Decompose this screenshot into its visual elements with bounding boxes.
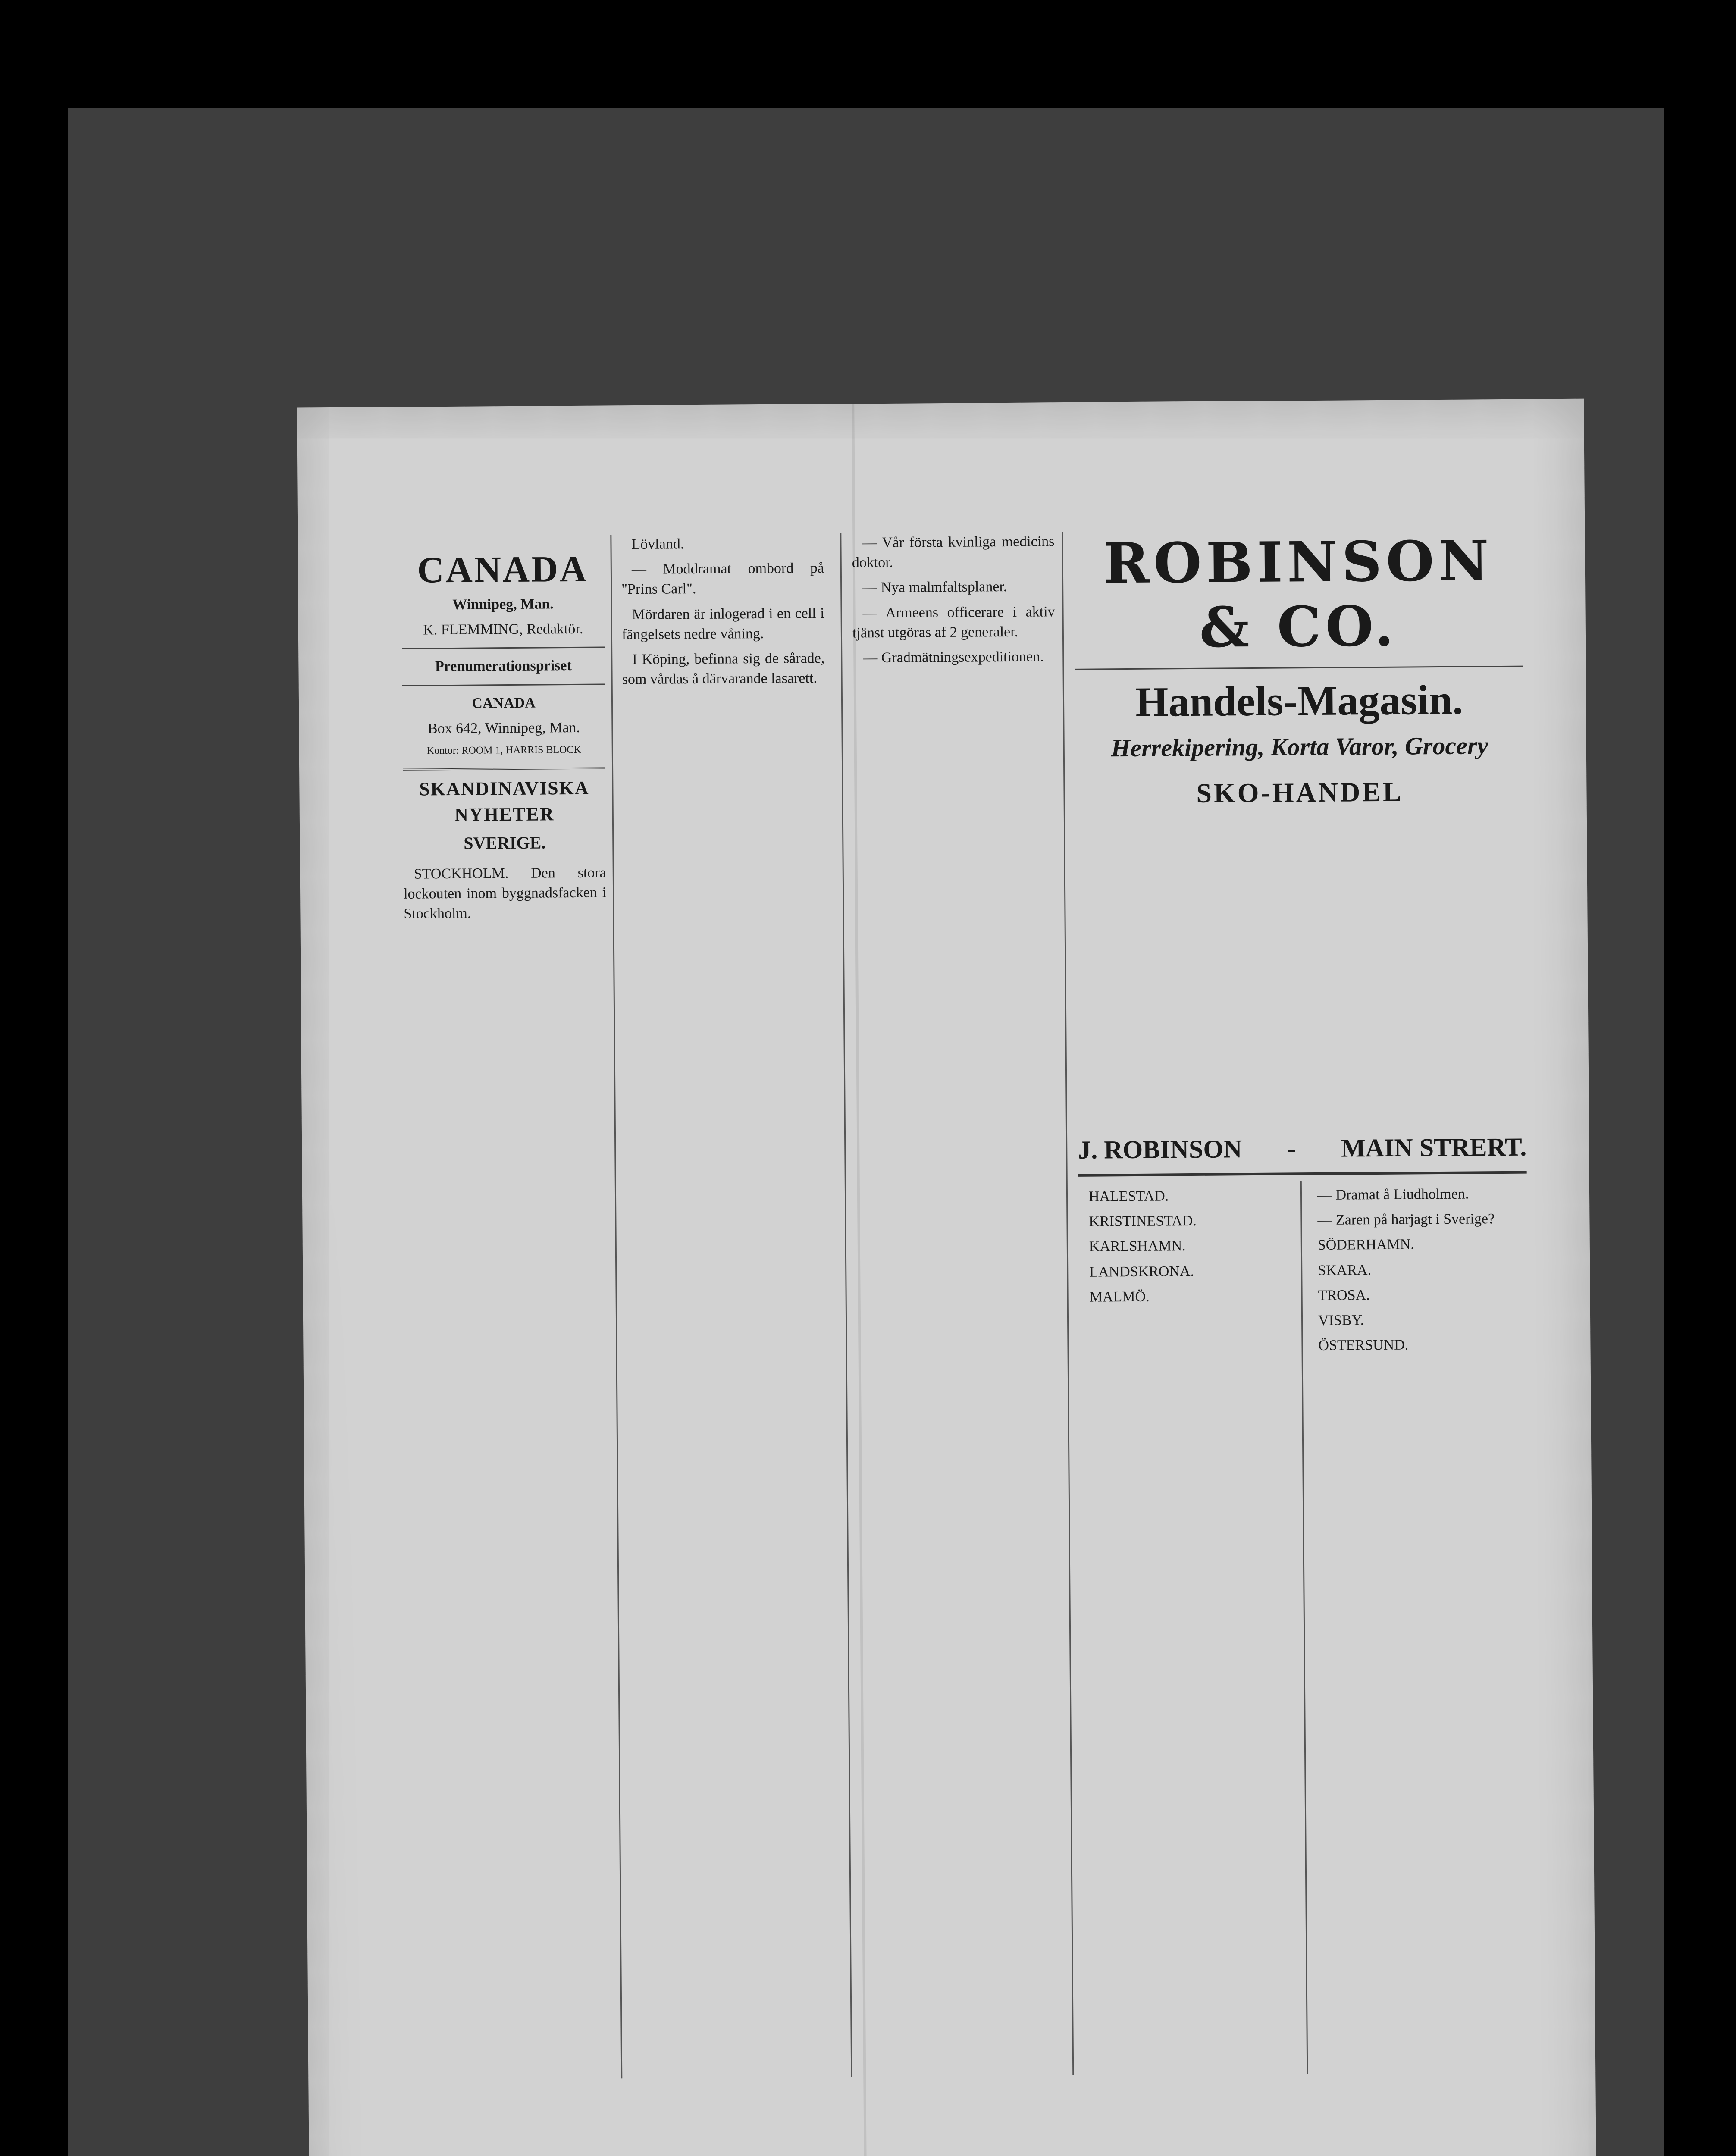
- article-paragraph: — Moddramat ombord på "Prins Carl".: [621, 560, 824, 598]
- article-paragraph: — Gradmätningsexpeditionen.: [863, 649, 1044, 666]
- divider: [402, 683, 605, 686]
- column-masthead: [401, 535, 615, 2156]
- subscription-heading: Prenumerationspriset: [435, 658, 572, 675]
- article-paragraph: STOCKHOLM. Den stora lockouten inom byggnadsfacken i Stockholm.: [403, 865, 607, 922]
- ad-brand: ROBINSON & CO.: [1103, 529, 1494, 660]
- article-paragraph: KRISTINESTAD.: [1089, 1213, 1197, 1230]
- column-rule: [840, 533, 852, 2077]
- article-paragraph: — Dramat å Liudholmen.: [1317, 1186, 1469, 1203]
- article-paragraph: — Zaren på harjagt i Sverige?: [1317, 1211, 1495, 1228]
- article-paragraph: Mördaren är inlogerad i en cell i fängelsets nedre våning.: [621, 605, 824, 643]
- article-paragraph: — Vår första kvinliga medicins doktor.: [852, 533, 1055, 571]
- article-paragraph: I Köping, befinna sig de sårade, som vårdas å därvarande lasarett.: [622, 650, 825, 688]
- ad-subtitle: Herrekipering, Korta Varor, Grocery: [1111, 731, 1488, 762]
- column-news-4: [1078, 1185, 1300, 2075]
- article-paragraph: MALMÖ.: [1089, 1288, 1150, 1305]
- newspaper-page: [297, 399, 1597, 2156]
- signature-name: J. ROBINSON: [1078, 1134, 1242, 1164]
- subsection-title: SVERIGE.: [464, 833, 546, 853]
- contact-title: CANADA: [472, 695, 536, 711]
- column-news-2: [621, 533, 834, 2087]
- signature-street: MAIN STRERT.: [1341, 1132, 1527, 1163]
- divider: [1075, 666, 1523, 670]
- article-paragraph: Lövland.: [631, 536, 684, 553]
- contact-address: Box 642, Winnipeg, Man.: [427, 719, 580, 737]
- contact-office: Kontor: ROOM 1, HARRIS BLOCK: [426, 744, 581, 757]
- masthead-editor: K. FLEMMING, Redaktör.: [423, 621, 583, 638]
- ad-signature: [1078, 1132, 1527, 1177]
- article-paragraph: VISBY.: [1318, 1312, 1364, 1329]
- ad-heading: SKO-HANDEL: [1196, 776, 1404, 808]
- column-news-3: [852, 532, 1065, 2085]
- article-paragraph: LANDSKRONA.: [1089, 1263, 1194, 1280]
- article-paragraph: HALESTAD.: [1088, 1188, 1169, 1205]
- article-paragraph: TROSA.: [1318, 1287, 1370, 1304]
- advertisement: [1074, 529, 1525, 877]
- article-paragraph: SÖDERHAMN.: [1317, 1236, 1414, 1253]
- column-news-5: [1307, 1184, 1524, 2074]
- article-paragraph: — Nya malmfaltsplaner.: [862, 579, 1007, 596]
- article-paragraph: SKARA.: [1318, 1262, 1372, 1279]
- masthead-city: Winnipeg, Man.: [452, 596, 554, 613]
- ad-title: Handels-Magasin.: [1135, 677, 1463, 726]
- article-paragraph: KARLSHAMN.: [1089, 1238, 1186, 1255]
- signature-separator: -: [1287, 1134, 1296, 1163]
- column-rule: [1300, 1181, 1308, 2074]
- film-frame: [68, 108, 1664, 2156]
- article-paragraph: ÖSTERSUND.: [1318, 1337, 1409, 1354]
- masthead-title: CANADA: [417, 548, 589, 591]
- section-title: SKANDINAVISKA NYHETER: [403, 767, 606, 828]
- article-paragraph: — Armeens officerare i aktiv tjänst utgöras af 2 generaler.: [852, 603, 1055, 641]
- divider: [402, 647, 605, 649]
